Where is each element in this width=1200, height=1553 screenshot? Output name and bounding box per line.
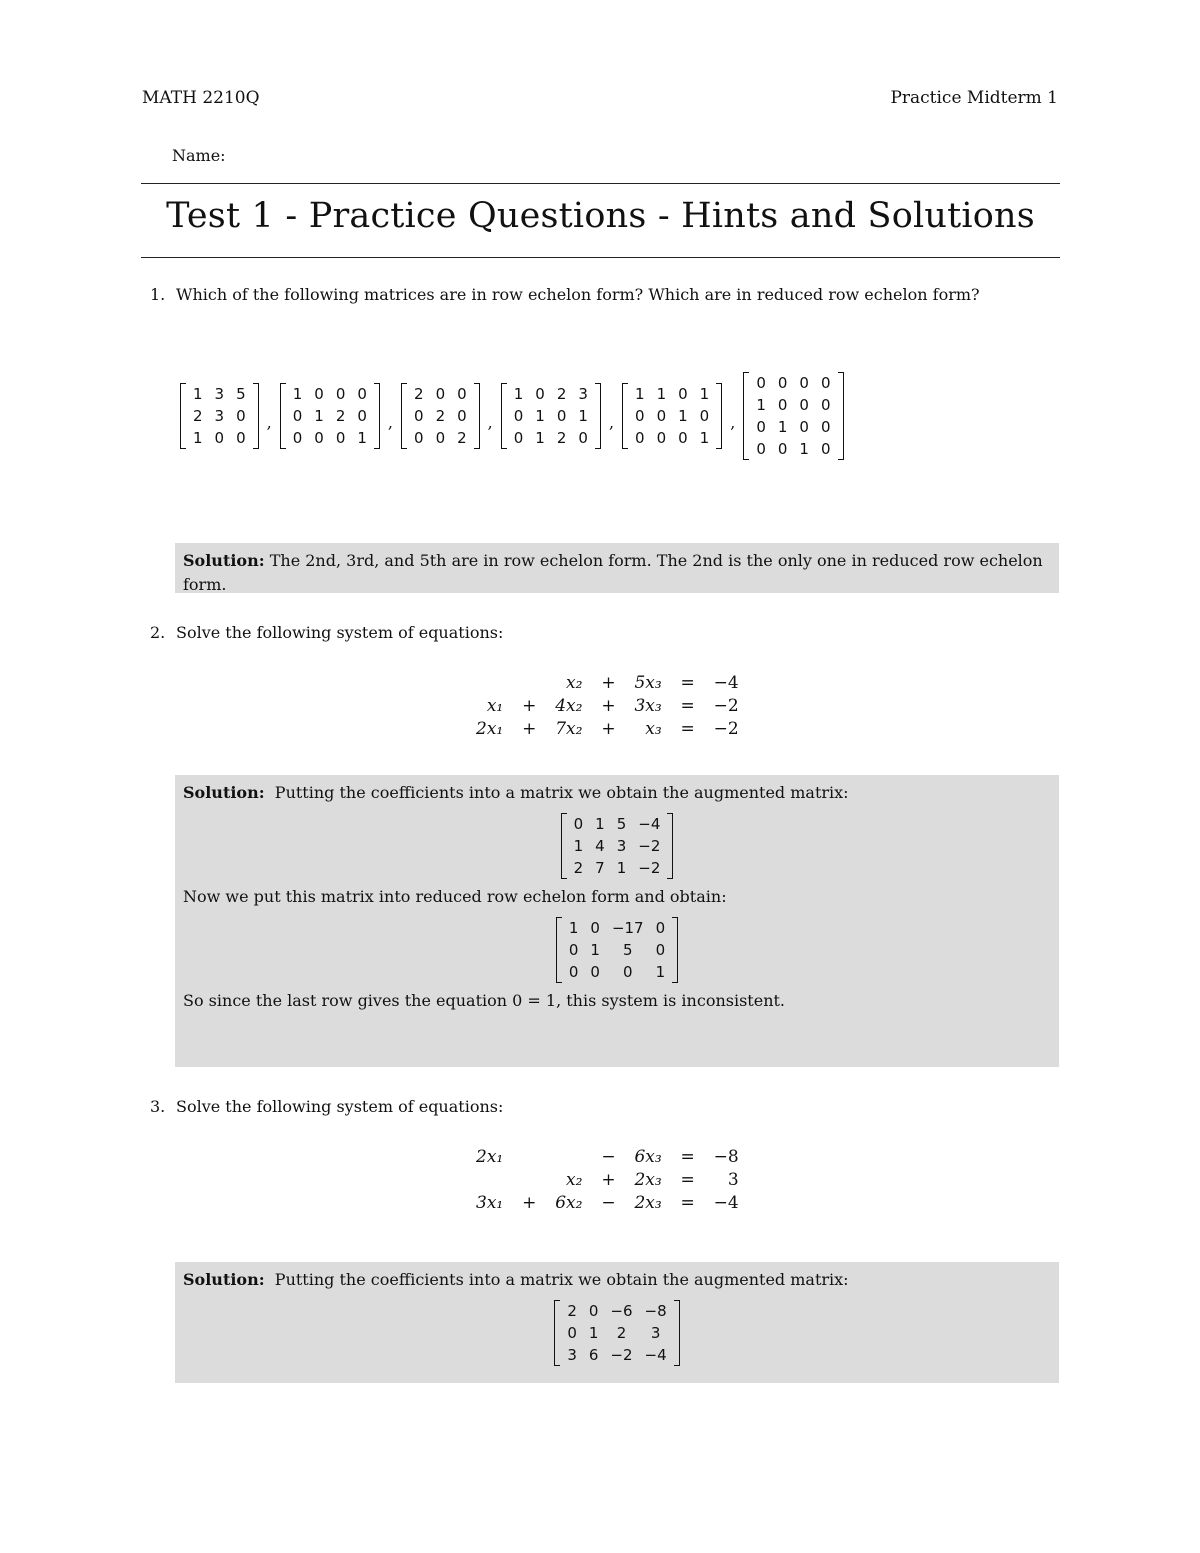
matrix-separator: , (608, 412, 615, 432)
matrix-entry: 5 (236, 385, 246, 403)
matrix-entry: −2 (638, 859, 661, 877)
equation-term: −4 (713, 1192, 739, 1213)
matrix-entry: 0 (292, 429, 303, 447)
q3-equation-system (470, 1145, 745, 1214)
question-text: Solve the following system of equations: (176, 1097, 504, 1116)
matrix-entry: 2 (556, 385, 567, 403)
equation-term (509, 1145, 549, 1168)
matrix-entry: 3 (578, 385, 588, 403)
matrix-entry: 5 (622, 941, 633, 959)
matrix (554, 1300, 679, 1366)
equation-term (509, 671, 549, 694)
matrix-entry: 1 (656, 385, 667, 403)
matrix-entry: 1 (678, 407, 688, 425)
equation-term: 6x₂ (555, 1192, 583, 1213)
q1-matrix-3 (401, 383, 480, 449)
equation-term: = (680, 718, 695, 739)
matrix-entry: 0 (777, 396, 788, 414)
matrix-entry: 0 (535, 385, 545, 403)
matrix-entry: 3 (650, 1324, 661, 1342)
matrix-separator: , (730, 412, 736, 432)
equation-term: 2x₃ (634, 1192, 662, 1213)
course-code: MATH 2210Q (142, 88, 260, 108)
matrix-entry: 1 (588, 1324, 599, 1342)
matrix-entry: 2 (435, 407, 446, 425)
matrix-entry: 2 (335, 407, 346, 425)
q1-matrix-6 (743, 372, 843, 460)
equation-term: = (680, 1192, 695, 1213)
matrix-entry: 0 (590, 963, 600, 981)
matrix-entry: 2 (193, 407, 203, 425)
matrix (556, 917, 678, 983)
matrix-entry: −4 (644, 1346, 667, 1364)
matrix-entry: 0 (777, 374, 788, 392)
question-text: Which of the following matrices are in row echelon form? Which are in reduced row echelon form? (176, 285, 980, 304)
matrix-entry: 0 (314, 385, 324, 403)
equation-row (470, 1191, 745, 1214)
matrix-entry: 1 (777, 418, 788, 436)
matrix-entry: 0 (414, 407, 424, 425)
question-number: 2. (150, 623, 166, 642)
equation-term: −4 (713, 672, 739, 693)
matrix-entry: 1 (193, 429, 203, 447)
matrix-entry: 3 (616, 837, 627, 855)
matrix-entry: 0 (513, 429, 524, 447)
matrix-entry: 0 (820, 440, 831, 458)
equation-term: + (601, 718, 616, 739)
equation-term: = (680, 1169, 695, 1190)
matrix-entry: 2 (616, 1324, 627, 1342)
q1-matrix-1 (180, 383, 259, 449)
matrix-entry: 3 (214, 385, 225, 403)
solution-intro: Putting the coefficients into a matrix we obtain the augmented matrix: (274, 783, 849, 802)
equation-term: x₃ (645, 718, 662, 739)
equation-term: − (601, 1192, 616, 1213)
equation-term: 6x₃ (634, 1146, 662, 1167)
matrix-entry: 0 (756, 418, 766, 436)
matrix-entry: 0 (236, 407, 246, 425)
matrix-entry: 1 (535, 429, 545, 447)
q2-rref-matrix (183, 917, 1051, 983)
matrix-entry: −6 (610, 1302, 633, 1320)
matrix-entry: −2 (610, 1346, 633, 1364)
matrix-entry: 1 (292, 385, 303, 403)
matrix-entry: 1 (590, 941, 600, 959)
matrix-entry: 1 (573, 837, 584, 855)
matrix-entry: 0 (573, 815, 584, 833)
matrix-entry: 1 (756, 396, 766, 414)
equation-term: = (680, 695, 695, 716)
equation-term: 2x₃ (634, 1169, 662, 1190)
matrix-entry: 0 (568, 941, 579, 959)
title-rule-top (141, 183, 1060, 184)
equation-row (470, 1168, 745, 1191)
equation-term: −8 (713, 1146, 739, 1167)
page-title: Test 1 - Practice Questions - Hints and Solutions (166, 196, 1035, 236)
matrix-entry: 0 (588, 1302, 599, 1320)
equation-term: 7x₂ (555, 718, 583, 739)
matrix-entry: 0 (513, 407, 524, 425)
q1-matrix-2 (280, 383, 380, 449)
solution-text: The 2nd, 3rd, and 5th are in row echelon form. The 2nd is the only one in reduced row echelon form. (183, 551, 1043, 594)
matrix-entry: 0 (292, 407, 303, 425)
matrix-entry: 1 (699, 429, 710, 447)
equation-term: = (680, 672, 695, 693)
matrix-entry: 0 (567, 1324, 577, 1342)
matrix-entry: 0 (756, 374, 766, 392)
matrix-entry: 1 (595, 815, 605, 833)
matrix-entry: 0 (435, 385, 446, 403)
matrix-entry: 5 (616, 815, 627, 833)
matrix-entry: 0 (656, 429, 667, 447)
matrix-entry: 3 (567, 1346, 577, 1364)
matrix-entry: 0 (777, 440, 788, 458)
equation-term: 2x₁ (476, 1146, 504, 1167)
matrix-entry: 0 (435, 429, 446, 447)
matrix-entry: 0 (357, 407, 367, 425)
equation-row (470, 717, 745, 740)
q1-matrix-5 (622, 383, 722, 449)
solution-intro: Putting the coefficients into a matrix we obtain the augmented matrix: (274, 1270, 849, 1289)
equation-term: −2 (713, 695, 739, 716)
matrix-entry: 1 (699, 385, 710, 403)
matrix-entry: 0 (656, 407, 667, 425)
matrix-entry: 1 (578, 407, 588, 425)
solution-label: Solution: (183, 1270, 265, 1289)
matrix-entry: 1 (635, 385, 645, 403)
equation-term (470, 671, 509, 694)
matrix-entry: 1 (655, 963, 666, 981)
equation-term: 2x₁ (476, 718, 504, 739)
matrix-entry: 1 (568, 919, 579, 937)
matrix-entry: 0 (457, 407, 467, 425)
matrix-separator: , (387, 412, 394, 432)
matrix-entry: 0 (655, 919, 666, 937)
equation-term (549, 1145, 588, 1168)
matrix-entry: 1 (357, 429, 367, 447)
equation-term: + (601, 672, 616, 693)
title-rule-bottom (141, 257, 1060, 258)
matrix-entry: 0 (236, 429, 246, 447)
question-2 (150, 623, 503, 642)
matrix-entry: 1 (513, 385, 524, 403)
equation-term: x₂ (566, 1169, 583, 1190)
equation-row (470, 1145, 745, 1168)
matrix-entry: 1 (193, 385, 203, 403)
matrix-entry: 1 (799, 440, 809, 458)
solution-conclusion: So since the last row gives the equation 0 = 1, this system is inconsistent. (183, 991, 786, 1010)
equation-term (470, 1168, 509, 1191)
matrix-entry: 2 (414, 385, 424, 403)
equation-term: + (522, 695, 537, 716)
matrix-entry: 0 (655, 941, 666, 959)
matrix-entry: 0 (820, 418, 831, 436)
q3-augmented-matrix (183, 1300, 1051, 1366)
matrix-entry: 0 (214, 429, 225, 447)
matrix-separator: , (487, 412, 493, 432)
equation-term: 4x₂ (555, 695, 583, 716)
matrix (561, 813, 674, 879)
equation-term: 5x₃ (634, 672, 662, 693)
matrix-entry: 2 (573, 859, 584, 877)
matrix-entry: 0 (756, 440, 766, 458)
matrix-entry: 0 (314, 429, 324, 447)
equation-row (470, 671, 745, 694)
matrix-entry: 0 (357, 385, 367, 403)
matrix-entry: 0 (568, 963, 579, 981)
matrix-entry: 0 (699, 407, 710, 425)
matrix-entry: 0 (622, 963, 633, 981)
q1-matrix-list (180, 368, 844, 464)
equation-term: = (680, 1146, 695, 1167)
q1-solution-box (175, 543, 1059, 593)
matrix-entry: 0 (820, 396, 831, 414)
equation-term: 3x₃ (634, 695, 662, 716)
matrix-entry: 0 (799, 396, 809, 414)
question-number: 1. (150, 285, 166, 304)
q2-solution-box (175, 775, 1059, 1067)
matrix-entry: 4 (595, 837, 605, 855)
q1-matrix-4 (501, 383, 601, 449)
matrix-entry: 6 (588, 1346, 599, 1364)
equation-term: x₂ (566, 672, 583, 693)
q3-solution-box (175, 1262, 1059, 1383)
matrix-entry: 7 (595, 859, 605, 877)
matrix-entry: −2 (638, 837, 661, 855)
equation-term: 3 (727, 1169, 739, 1190)
matrix-entry: 0 (457, 385, 467, 403)
matrix-entry: 1 (535, 407, 545, 425)
matrix-entry: 0 (678, 385, 688, 403)
matrix-entry: 0 (799, 418, 809, 436)
equation-term: + (601, 695, 616, 716)
equation-term: 3x₁ (476, 1192, 504, 1213)
solution-middle-text: Now we put this matrix into reduced row echelon form and obtain: (183, 887, 727, 906)
question-text: Solve the following system of equations: (176, 623, 504, 642)
matrix-entry: 0 (820, 374, 831, 392)
matrix-entry: 0 (335, 429, 346, 447)
equation-term (509, 1168, 549, 1191)
q2-augmented-matrix (183, 813, 1051, 879)
matrix-entry: 0 (414, 429, 424, 447)
matrix-entry: 1 (616, 859, 627, 877)
question-3 (150, 1097, 503, 1116)
matrix-entry: 0 (590, 919, 600, 937)
matrix-entry: 2 (556, 429, 567, 447)
matrix-entry: 0 (799, 374, 809, 392)
equation-row (470, 694, 745, 717)
matrix-entry: −17 (611, 919, 644, 937)
matrix-entry: 0 (335, 385, 346, 403)
exam-name: Practice Midterm 1 (890, 88, 1058, 108)
matrix-entry: 0 (635, 407, 645, 425)
matrix-entry: 0 (678, 429, 688, 447)
question-1 (150, 285, 980, 304)
matrix-entry: 2 (567, 1302, 577, 1320)
solution-label: Solution: (183, 551, 265, 570)
question-number: 3. (150, 1097, 166, 1116)
matrix-entry: 0 (635, 429, 645, 447)
equation-term: x₁ (486, 695, 504, 716)
matrix-entry: 1 (314, 407, 324, 425)
equation-term: − (601, 1146, 616, 1167)
matrix-entry: 3 (214, 407, 225, 425)
matrix-separator: , (266, 412, 272, 432)
equation-term: + (522, 1192, 537, 1213)
matrix-entry: 2 (457, 429, 467, 447)
equation-term: + (522, 718, 537, 739)
equation-term: −2 (713, 718, 739, 739)
matrix-entry: −8 (644, 1302, 667, 1320)
solution-label: Solution: (183, 783, 265, 802)
name-label: Name: (172, 146, 226, 165)
matrix-entry: 0 (556, 407, 567, 425)
matrix-entry: 0 (578, 429, 588, 447)
matrix-entry: −4 (638, 815, 661, 833)
q2-equation-system (470, 671, 745, 740)
equation-term: + (601, 1169, 616, 1190)
